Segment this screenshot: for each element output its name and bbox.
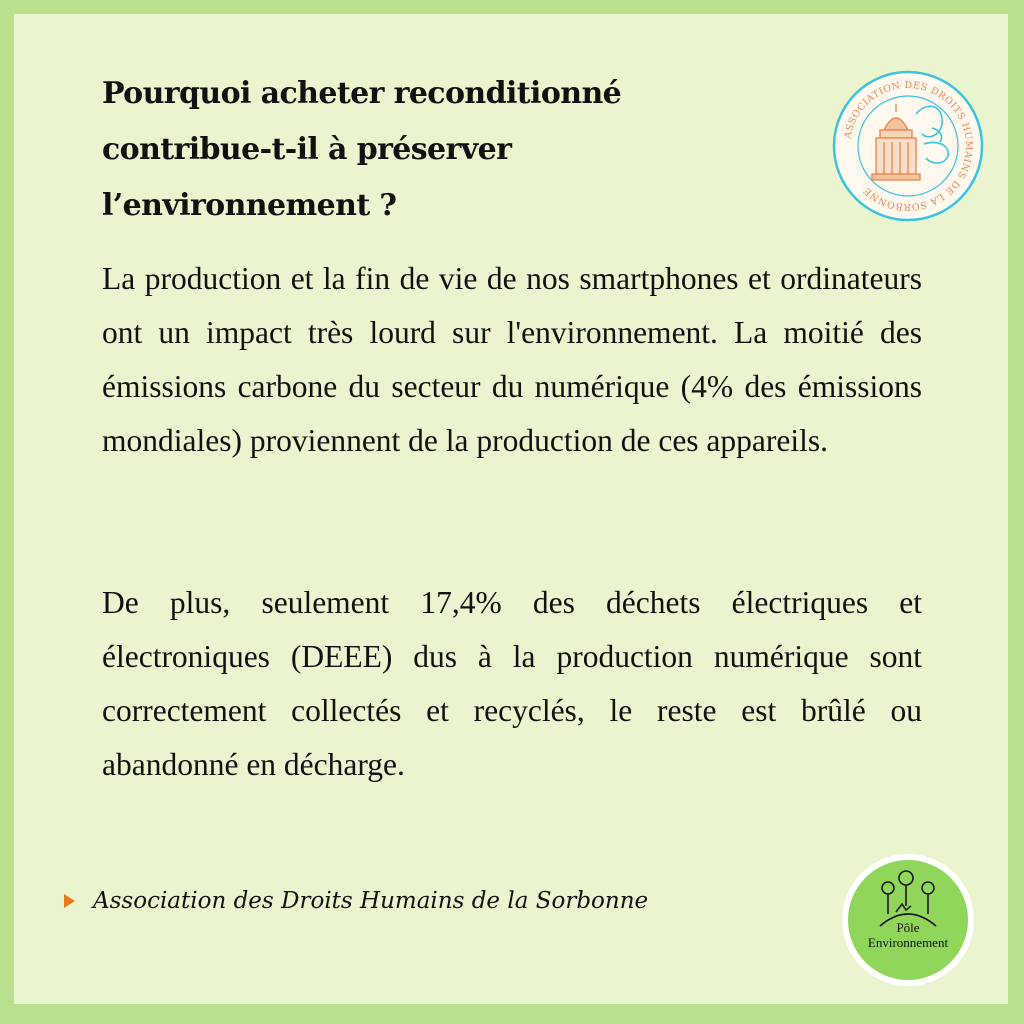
paragraph-production: La production et la fin de vie de nos smartphones et ordinateurs ont un impact très lourd sur l'environnement. La moitié des émissions carbone du secteur du numérique (4% des émissions mondiales) proviennent de la production de ces appareils. <box>102 261 922 458</box>
badge-line-environnement: Environnement <box>867 935 949 950</box>
paragraph-recycling: De plus, seulement 17,4% des déchets électriques et électroniques (DEEE) dus à la production numérique sont correctement collectés et recyclés, le reste est brûlé ou abandonné en décharge. <box>102 585 922 782</box>
badge-line-pole: Pôle <box>896 920 920 935</box>
badge-label <box>842 920 974 950</box>
footer <box>64 888 648 914</box>
footer-association-name: Association des Droits Humains de la Sorbonne <box>93 888 649 914</box>
logo-ring-text: ASSOCIATION DES DROITS HUMAINS DE LA SORBONNE <box>842 79 975 213</box>
triangle-bullet-icon <box>64 894 75 908</box>
association-logo <box>832 70 984 222</box>
page-title: Pourquoi acheter reconditionné contribue-t-il à préserver l’environnement ? <box>102 76 622 223</box>
